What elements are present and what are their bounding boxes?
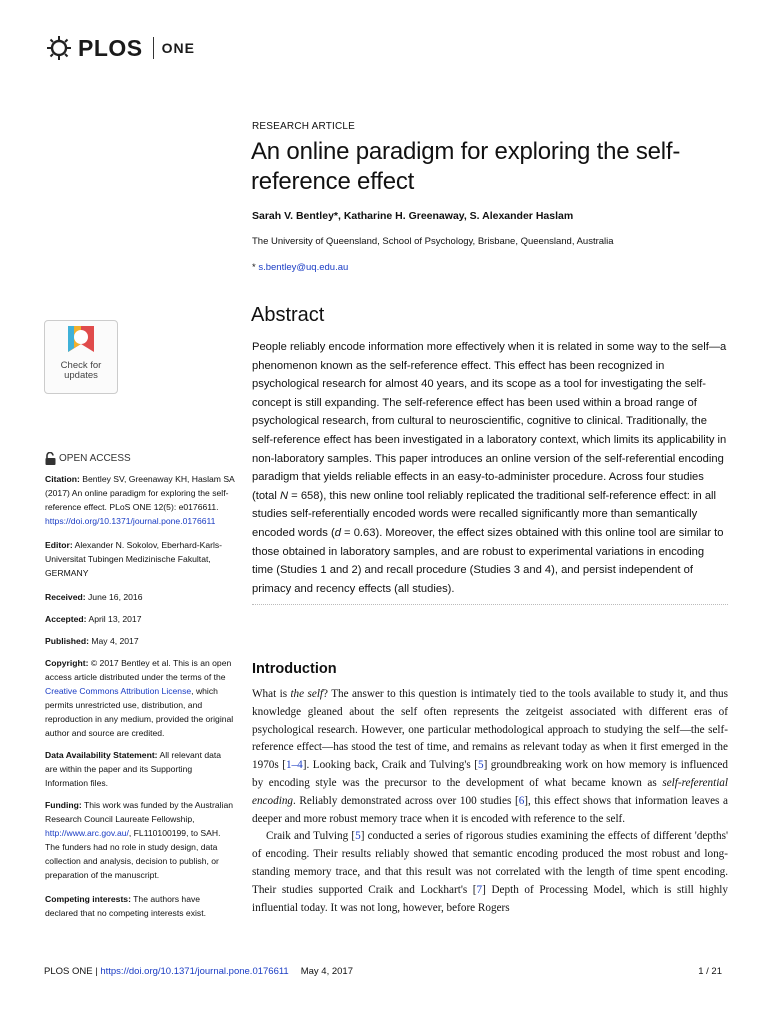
abstract-n-symbol: N (279, 489, 289, 502)
bookmark-ribbon-icon (64, 326, 98, 356)
accepted-text: April 13, 2017 (86, 614, 142, 624)
accepted-date (45, 612, 235, 626)
competing-label: Competing interests: (45, 894, 131, 904)
text-run-italic: self-referential encoding (252, 776, 728, 807)
copyright-block (45, 656, 235, 740)
citation-label: Citation: (45, 474, 80, 484)
text-run: ] groundbreaking work on how memory is influenced by encoding style was the precursor to the development of what became known as (252, 759, 728, 789)
section-divider (252, 604, 728, 605)
footer-date: May 4, 2017 (300, 966, 354, 977)
citation-text: Bentley SV, Greenaway KH, Haslam SA (2017) An online paradigm for exploring the self-reference effect. PLoS ONE 12(5): e0176611. (45, 474, 235, 512)
text-run: Craik and Tulving [ (266, 830, 356, 843)
funding-block (45, 798, 235, 882)
funding-text: , FL110100199, to SAH. The funders had no role in study design, data collection and analysis, decision to publish, or preparation of the manuscript. (45, 828, 221, 880)
accepted-label: Accepted: (45, 614, 87, 624)
citation-link[interactable]: 5 (477, 759, 484, 772)
published-text: May 4, 2017 (88, 636, 139, 646)
check-updates-line1: Check for (60, 360, 102, 371)
text-run: . Reliably demonstrated across over 100 studies [ (293, 794, 519, 807)
citation-link[interactable]: 5 (355, 830, 361, 843)
copyright-label: Copyright: (45, 658, 89, 668)
abstract-text-2: = 658), this new online tool reliably replicated the traditional self-reference effect: in all studies self-referentially encoded words were recalled significantly more than semantically encoded words ( (252, 489, 717, 539)
text-run: ] conducted a series of rigorous studies examining the effects of different 'depths' of encoding. Their results reliably showed that semantic encoding produced the most robust and long-standing memory trace, and that this result was not correlated with the length of time spent encoding. Their studies supported Craik and Lockhart's [ (252, 830, 728, 896)
copyright-text: © 2017 Bentley et al. This is an open access article distributed under the terms of the (45, 658, 232, 682)
text-run: What is (252, 688, 291, 700)
text-run: ], this effect shows that information leaves a deeper and more robust memory trace when it is encoded with reference to the self. (252, 794, 728, 825)
email-mark: * (252, 262, 256, 273)
logo-divider (153, 37, 154, 59)
abstract-d-symbol: d (334, 526, 341, 539)
logo-brand: PLOS (78, 34, 143, 61)
check-for-updates-badge[interactable] (44, 320, 118, 394)
open-access-text: OPEN ACCESS (59, 453, 131, 464)
footer-doi-link[interactable]: https://doi.org/10.1371/journal.pone.0176611 (100, 966, 289, 977)
open-lock-icon (45, 452, 56, 465)
citation-link[interactable]: 6 (518, 794, 525, 807)
citation-block (45, 472, 235, 528)
open-access-label (45, 452, 131, 465)
abstract-text-3: = 0.63). Moreover, the effect sizes obtained with this online tool are similar to those obtained in laboratory samples, and are robust to experimental variations in encoding time (Studies 1 and 2) and recall procedure (Studies 3 and 4), and persist independent of primacy and recency effects (all studies). (252, 526, 724, 595)
text-run: ]. Looking back, Craik and Tulving's [ (302, 759, 478, 772)
footer-journal: PLOS ONE (44, 966, 93, 977)
funding-label: Funding: (45, 800, 82, 810)
editor-label: Editor: (45, 540, 73, 550)
affiliation: The University of Queensland, School of Psychology, Brisbane, Queensland, Australia (252, 236, 614, 247)
data-availability-text: All relevant data are within the paper and its Supporting Information files. (45, 750, 222, 788)
received-label: Received: (45, 592, 86, 602)
data-availability-block (45, 748, 235, 790)
check-updates-line2: updates (64, 370, 98, 381)
intro-paragraph-1 (252, 686, 728, 828)
received-date (45, 590, 235, 604)
abstract-text-1: People reliably encode information more effectively when it is related in some way to the self—a phenomenon known as the self-reference effect. This effect has been recognized in psychological research for almost 40 years, and its scope as a tool for investigating the self-concept is still expanding. The self-reference effect has been used within a broad range of psychological research, from cultural to neuroscientific, cognitive to clinical. Traditionally, the self-reference effect has been investigated in a laboratory context, which limits its applicability in non-laboratory samples. This paper introduces an online version of the self-referential encoding paradigm that yields reliable effects in an easy-to-administer procedure. Across four studies (total (252, 341, 727, 502)
abstract-heading: Abstract (251, 304, 325, 326)
editor-text: Alexander N. Sokolov, Eberhard-Karls-Universitat Tubingen Medizinische Fakultat, GERMANY (45, 540, 223, 578)
published-label: Published: (45, 636, 89, 646)
text-run: ? The answer to this question is intimately tied to the tools available to study it, and thus knowledge gleaned about the self often represents the zeitgeist associated with different eras of psychological research. However, one particular methodological approach to studying the self—the self-reference effect—has stood the test of time, and remains as relevant today as when it first emerged in the 1970s [ (252, 688, 728, 772)
introduction-heading: Introduction (252, 661, 337, 677)
data-availability-label: Data Availability Statement: (45, 750, 158, 760)
page-number: 1 / 21 (698, 966, 722, 977)
funding-text: This work was funded by the Australian Research Council Laureate Fellowship, (45, 800, 234, 824)
corresponding-email (252, 262, 348, 273)
funding-link[interactable]: http://www.arc.gov.au/ (45, 828, 129, 838)
plos-emblem-icon (44, 34, 74, 62)
article-type: RESEARCH ARTICLE (252, 121, 356, 132)
plos-one-logo (44, 34, 195, 62)
received-text: June 16, 2016 (85, 592, 143, 602)
author-list: Sarah V. Bentley*, Katharine H. Greenaway, S. Alexander Haslam (252, 210, 574, 222)
abstract-text (252, 338, 728, 598)
text-run-italic: the self (290, 688, 324, 700)
editor-block (45, 538, 235, 580)
email-link[interactable]: s.bentley@uq.edu.au (258, 262, 349, 273)
footer-separator: | (92, 966, 101, 977)
published-date (45, 634, 235, 648)
intro-paragraph-2 (252, 828, 728, 917)
copyright-text: , which permits unrestricted use, distribution, and reproduction in any medium, provided the original author and source are credited. (45, 686, 234, 738)
citation-doi-link[interactable]: https://doi.org/10.1371/journal.pone.0176611 (45, 516, 216, 526)
license-link[interactable]: Creative Commons Attribution License (45, 686, 192, 696)
article-title: An online paradigm for exploring the self-reference effect (251, 138, 681, 195)
competing-text: The authors have declared that no competing interests exist. (45, 894, 206, 918)
introduction-body (252, 686, 728, 917)
page-footer (44, 966, 353, 977)
citation-link[interactable]: 1–4 (285, 759, 303, 772)
logo-journal: ONE (161, 40, 195, 56)
text-run: ] Depth of Processing Model, which is still highly influential today. It was not long, however, before Rogers (252, 883, 728, 914)
citation-link[interactable]: 7 (476, 883, 483, 896)
competing-interests-block (45, 892, 235, 920)
